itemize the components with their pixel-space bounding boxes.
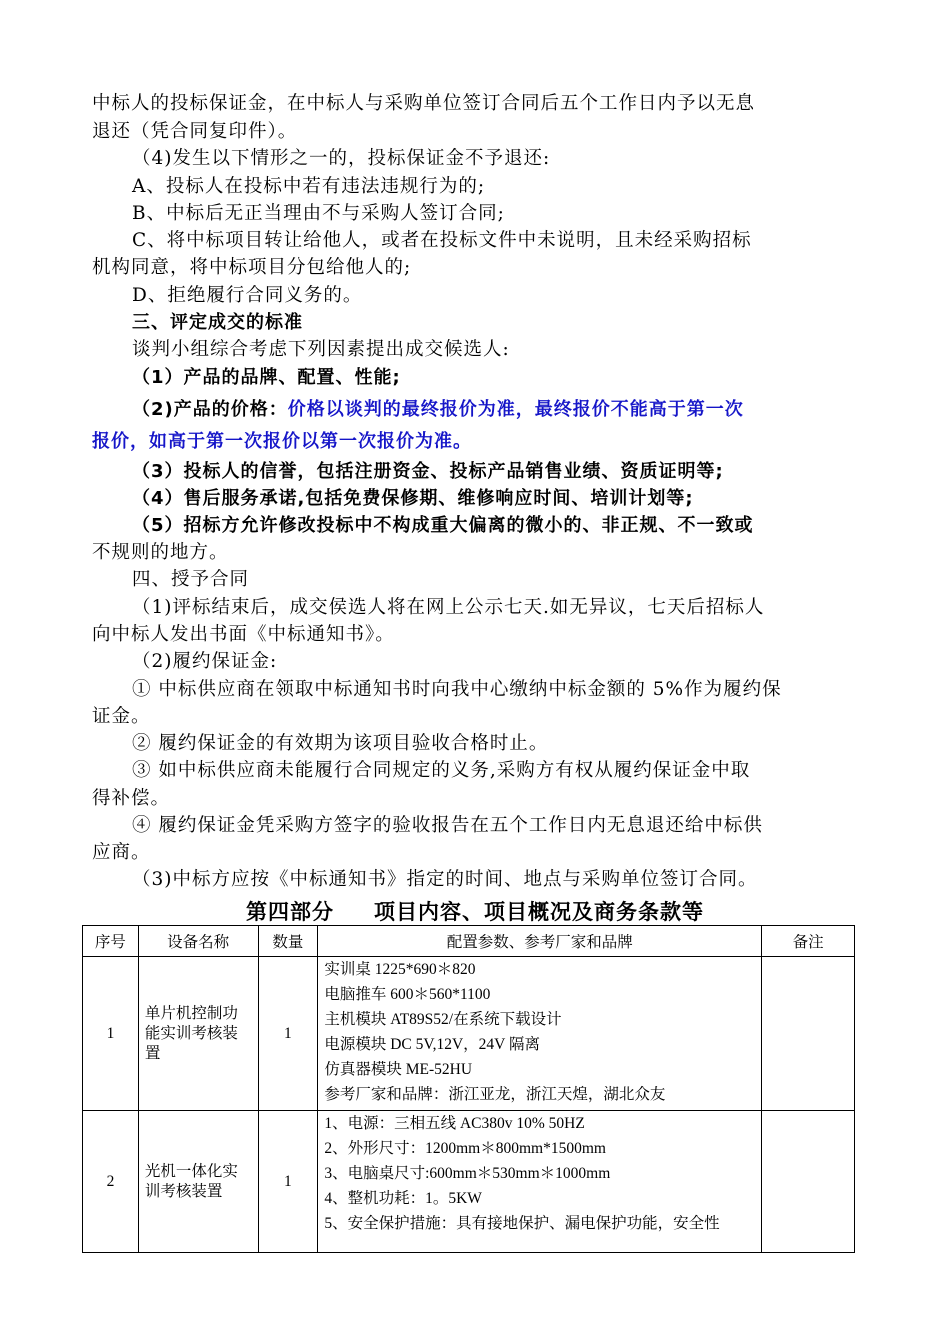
paragraph-line: ① 中标供应商在领取中标通知书时向我中心缴纳中标金额的 5%作为履约保 xyxy=(132,679,782,700)
config-line: 2、外形尺寸：1200mm＊800mm*1500mm xyxy=(324,1140,606,1157)
table-header-row xyxy=(83,926,855,957)
paragraph-line: （2)履约保证金: xyxy=(132,651,278,672)
config-line: 4、整机功耗：1。5KW xyxy=(324,1190,482,1207)
cell-no: 1 xyxy=(83,957,139,1111)
paragraph-line: （3)中标方应按《中标通知书》指定的时间、地点与采购单位签订合同。 xyxy=(132,869,758,890)
criteria-item-1: （1）产品的品牌、配置、性能; xyxy=(132,367,401,388)
cell-note xyxy=(762,957,855,1111)
paragraph-line: 证金。 xyxy=(92,706,151,727)
col-header-no: 序号 xyxy=(83,926,139,957)
col-header-note: 备注 xyxy=(762,926,855,957)
paragraph-line: C、将中标项目转让给他人，或者在投标文件中未说明，且未经采购招标 xyxy=(132,230,752,251)
cell-no: 2 xyxy=(83,1111,139,1253)
config-line: 实训桌 1225*690＊820 xyxy=(324,961,476,978)
paragraph-line: 机构同意，将中标项目分包给他人的; xyxy=(92,257,412,278)
table-row xyxy=(83,1111,855,1253)
table-row xyxy=(83,957,855,1111)
equipment-table xyxy=(82,925,855,1253)
config-line: 参考厂家和品牌：浙江亚龙，浙江天煌，湖北众友 xyxy=(324,1086,666,1103)
cell-name: 光机一体化实训考核装置 xyxy=(138,1111,258,1253)
section-heading-4: 四、授予合同 xyxy=(132,569,250,590)
paragraph-line: 中标人的投标保证金，在中标人与采购单位签订合同后五个工作日内予以无息 xyxy=(92,93,756,114)
cell-note xyxy=(762,1111,855,1253)
config-line: 仿真器模块 ME-52HU xyxy=(324,1061,473,1078)
cell-qty: 1 xyxy=(258,957,318,1111)
paragraph-line: （1)评标结束后，成交侯选人将在网上公示七天.如无异议，七天后招标人 xyxy=(132,597,765,618)
config-line: 3、电脑桌尺寸:600mm＊530mm＊1000mm xyxy=(324,1165,611,1182)
paragraph-line: 向中标人发出书面《中标通知书》。 xyxy=(92,624,395,645)
cell-qty: 1 xyxy=(258,1111,318,1253)
part-label: 第四部分 xyxy=(246,900,334,924)
paragraph-line: ② 履约保证金的有效期为该项目验收合格时止。 xyxy=(132,733,549,754)
price-rule-highlight: 价格以谈判的最终报价为准，最终报价不能高于第一次 xyxy=(287,399,744,420)
config-line: 电源模块 DC 5V,12V，24V 隔离 xyxy=(324,1036,540,1053)
paragraph-line: ④ 履约保证金凭采购方签字的验收报告在五个工作日内无息退还给中标供 xyxy=(132,815,763,836)
price-rule-highlight-cont: 报价，如高于第一次报价以第一次报价为准。 xyxy=(92,431,472,452)
criteria-item-2 xyxy=(132,396,744,423)
paragraph-line: 不规则的地方。 xyxy=(92,542,229,563)
paragraph-line: 应商。 xyxy=(92,842,151,863)
col-header-config: 配置参数、参考厂家和品牌 xyxy=(318,926,762,957)
cell-name: 单片机控制功能实训考核装置 xyxy=(138,957,258,1111)
config-line: 5、安全保护措施：具有接地保护、漏电保护功能，安全性 xyxy=(324,1215,720,1232)
criteria-item-4: （4）售后服务承诺,包括免费保修期、维修响应时间、培训计划等; xyxy=(132,488,694,509)
paragraph-line: ③ 如中标供应商未能履行合同规定的义务,采购方有权从履约保证金中取 xyxy=(132,760,751,781)
config-line: 主机模块 AT89S52/在系统下载设计 xyxy=(324,1011,562,1028)
criteria-item-2-label: （2)产品的价格： xyxy=(132,399,288,420)
paragraph-line: D、拒绝履行合同义务的。 xyxy=(132,285,363,306)
paragraph-line: A、投标人在投标中若有违法违规行为的; xyxy=(132,176,486,197)
criteria-item-3: （3）投标人的信誉，包括注册资金、投标产品销售业绩、资质证明等; xyxy=(132,461,724,482)
col-header-name: 设备名称 xyxy=(138,926,258,957)
col-header-qty: 数量 xyxy=(258,926,318,957)
part-title: 项目内容、项目概况及商务条款等 xyxy=(374,900,704,924)
paragraph-line: 得补偿。 xyxy=(92,788,171,809)
part-four-heading xyxy=(0,896,950,926)
cell-config xyxy=(318,1111,762,1253)
paragraph-line: （4)发生以下情形之一的，投标保证金不予退还: xyxy=(132,148,551,169)
cell-config xyxy=(318,957,762,1111)
criteria-item-5: （5）招标方允许修改投标中不构成重大偏离的微小的、非正规、不一致或 xyxy=(132,515,754,536)
section-heading-3: 三、评定成交的标准 xyxy=(132,312,303,333)
paragraph-line: 谈判小组综合考虑下列因素提出成交候选人: xyxy=(132,339,510,360)
paragraph-line: B、中标后无正当理由不与采购人签订合同; xyxy=(132,203,505,224)
config-line: 电脑推车 600＊560*1100 xyxy=(324,986,491,1003)
paragraph-line: 退还（凭合同复印件）。 xyxy=(92,121,298,142)
config-line: 1、电源：三相五线 AC380v 10% 50HZ xyxy=(324,1115,585,1132)
